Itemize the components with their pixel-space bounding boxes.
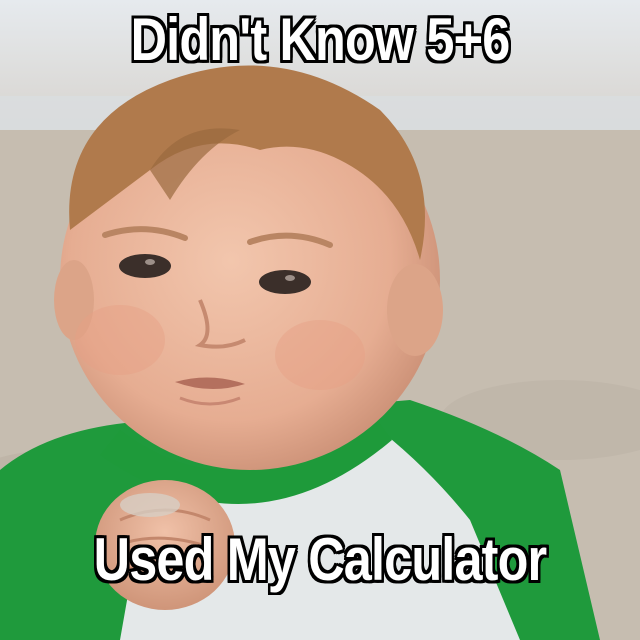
top-caption: Didn't Know 5+6 xyxy=(130,6,510,73)
bottom-caption: Used My Calculator xyxy=(93,526,547,593)
right-eye xyxy=(259,270,311,294)
left-eye xyxy=(119,254,171,278)
